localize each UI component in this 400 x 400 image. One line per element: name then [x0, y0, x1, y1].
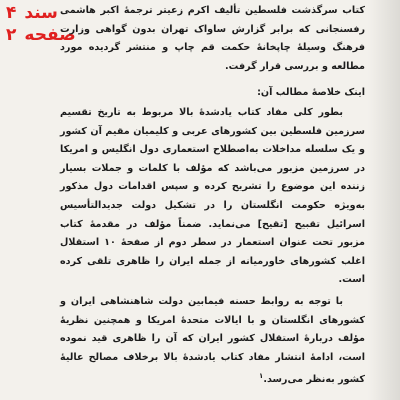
paragraph-summary-text: بطور کلی مفاد کتاب یادشدهٔ بالا مربوط به تاریخ تقسیم سرزمین فلسطین بین کشورهای عربی و کلیمیان مقیم آن کشور و یک سلسله مداخلات به‌اصطلاح استعماری دول انگلیس و امریکا در سرزمین مزبور می‌باشد که مؤلف با کلمات و جملات بسیار زننده این موضوع را تشریح کرده و سپس اقدامات دول مذکور به‌ویژه حکومت انگلستان را در تشکیل دولت جدیدالتأسیس اسرائیل تقبیح [تقیح] می‌نماید. ضمناً مؤلف در مقدمهٔ کتاب مزبور تحت عنوان استعمار در سطر دوم از صفحهٔ ۱۰ استقلال اغلب کشورهای خاورمیانه از جمله ایران را ظاهری تلقی کرده است.: [60, 107, 365, 286]
stamp-label-top: سند: [24, 3, 58, 23]
paragraph-conclusion-text: با توجه به روابط حسنه فیمابین دولت شاهنشاهی ایران و کشورهای انگلستان و با ایالات متحدهٔ امریکا و همچنین نظریهٔ مؤلف دربارهٔ استقلال کشور ایران که آن را ظاهری قید نموده است، ادامهٔ انتشار مفاد کتاب یادشدهٔ بالا برخلاف مصالح عالیهٔ کشور به‌نظر می‌رسد.: [60, 296, 365, 386]
summary-heading: [107, 84, 365, 103]
paragraph-summary: [60, 104, 365, 290]
paragraph-intro-text: کتاب سرگذشت فلسطین تألیف اکرم زعیتر ترجمهٔ اکبر هاشمی رفسنجانی که برابر گزارش ساواک تهران بدون گواهی وزارت فرهنگ وسیلهٔ چاپخانهٔ حکمت قم چاپ و منتشر گردیده مورد مطالعه و بررسی قرار گرفت.: [60, 5, 365, 72]
stamp-number-bottom: ۲: [6, 25, 17, 45]
stamp-number-top: ۴: [6, 3, 17, 23]
document-number-stamp: [6, 4, 58, 23]
footnote-marker: ۱: [259, 372, 264, 381]
paragraph-conclusion: [60, 293, 365, 390]
stamp-label-bottom: صفحه: [24, 25, 76, 45]
summary-heading-text: اینک خلاصهٔ مطالب آن:: [257, 87, 365, 98]
paragraph-intro: [60, 2, 365, 76]
page-fold-shadow: [368, 0, 400, 400]
